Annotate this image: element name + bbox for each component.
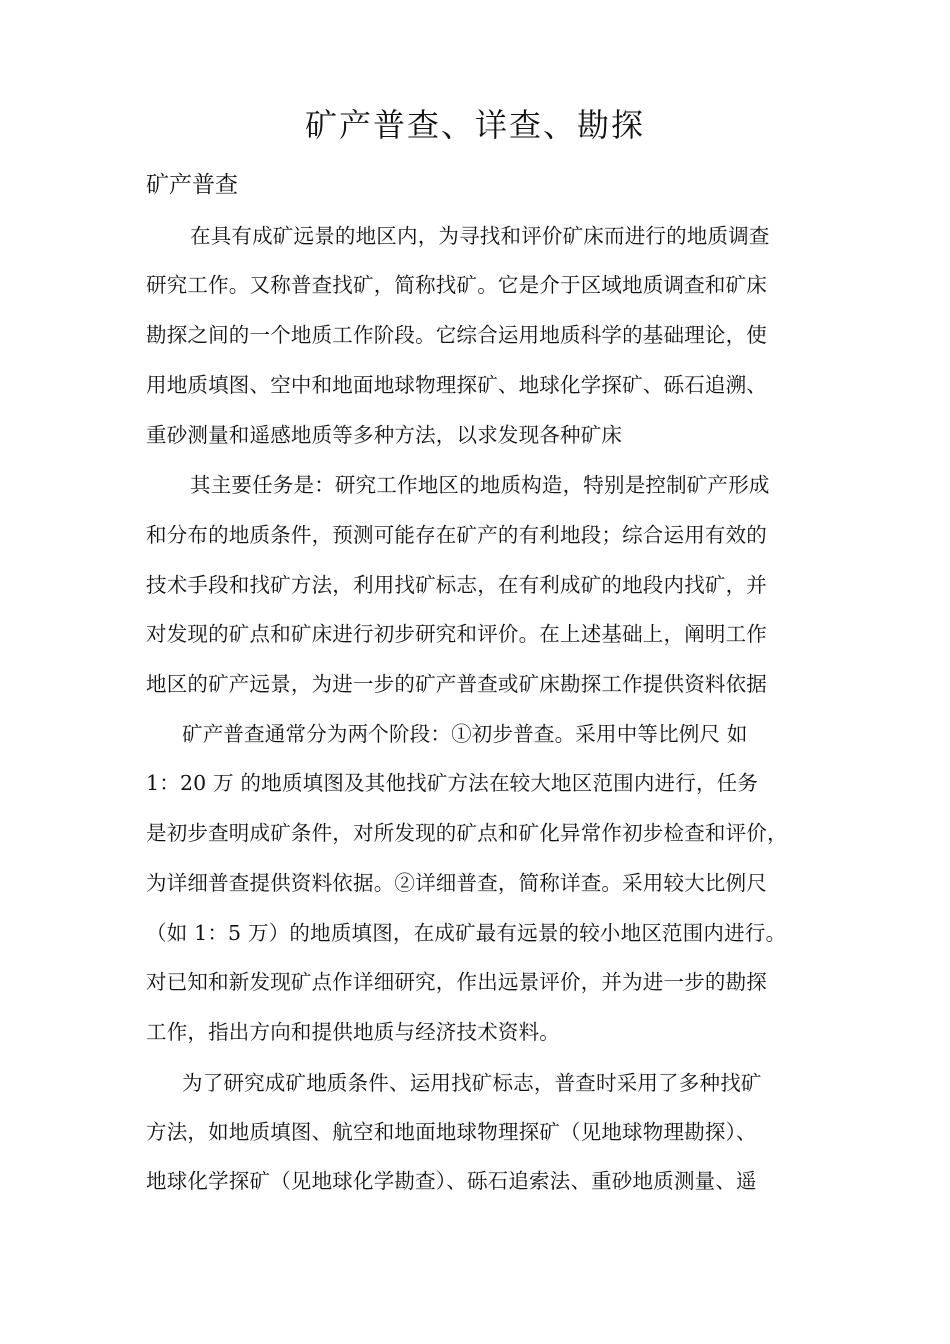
paragraph-4-line-3: 地球化学探矿（见地球化学勘查）、砾石追索法、重砂地质测量、遥 <box>146 1169 757 1193</box>
paragraph-3-line-7: 工作，指出方向和提供地质与经济技术资料。 <box>146 1020 560 1044</box>
document-title: 矿产普查、详查、勘探 <box>304 106 645 144</box>
paragraph-2-line-3: 技术手段和找矿方法，利用找矿标志，在有利成矿的地段内找矿，并 <box>146 573 767 597</box>
paragraph-2-line-2: 和分布的地质条件，预测可能存在矿产的有利地段；综合运用有效的 <box>146 523 767 547</box>
paragraph-2-line-5: 地区的矿产远景，为进一步的矿产普查或矿床勘探工作提供资料依据 <box>146 672 767 696</box>
paragraph-3-line-6: 对已知和新发现矿点作详细研究，作出远景评价，并为进一步的勘探 <box>146 970 767 994</box>
paragraph-1-line-5: 重砂测量和遥感地质等多种方法，以求发现各种矿床 <box>146 423 623 447</box>
paragraph-3-line-1: 矿产普查通常分为两个阶段：①初步普查。采用中等比例尺 如 <box>182 722 748 746</box>
paragraph-4-line-1: 为了研究成矿地质条件、运用找矿标志，普查时采用了多种找矿 <box>182 1071 762 1095</box>
paragraph-3-line-5: （如 1：5 万）的地质填图，在成矿最有远景的较小地区范围内进行。 <box>146 921 787 945</box>
paragraph-1-line-2: 研究工作。又称普查找矿，简称找矿。它是介于区域地质调查和矿床 <box>146 273 767 297</box>
paragraph-3-line-2: 1：20 万 的地质填图及其他找矿方法在较大地区范围内进行，任务 <box>146 771 759 795</box>
paragraph-4-line-2: 方法，如地质填图、航空和地面地球物理探矿（见地球物理勘探）、 <box>146 1120 757 1144</box>
section-heading: 矿产普查 <box>146 172 238 198</box>
paragraph-1-line-4: 用地质填图、空中和地面地球物理探矿、地球化学探矿、砾石追溯、 <box>146 373 767 397</box>
paragraph-1-line-3: 勘探之间的一个地质工作阶段。它综合运用地质科学的基础理论，使 <box>146 323 767 347</box>
paragraph-3-line-3: 是初步查明成矿条件，对所发现的矿点和矿化异常作初步检查和评价， <box>146 821 788 845</box>
paragraph-2-line-1: 其主要任务是：研究工作地区的地质构造，特别是控制矿产形成 <box>190 473 770 497</box>
paragraph-1-line-1: 在具有成矿远景的地区内，为寻找和评价矿床而进行的地质调查 <box>190 224 770 248</box>
paragraph-3-line-4: 为详细普查提供资料依据。②详细普查，简称详查。采用较大比例尺 <box>146 871 767 895</box>
paragraph-2-line-4: 对发现的矿点和矿床进行初步研究和评价。在上述基础上，阐明工作 <box>146 622 767 646</box>
